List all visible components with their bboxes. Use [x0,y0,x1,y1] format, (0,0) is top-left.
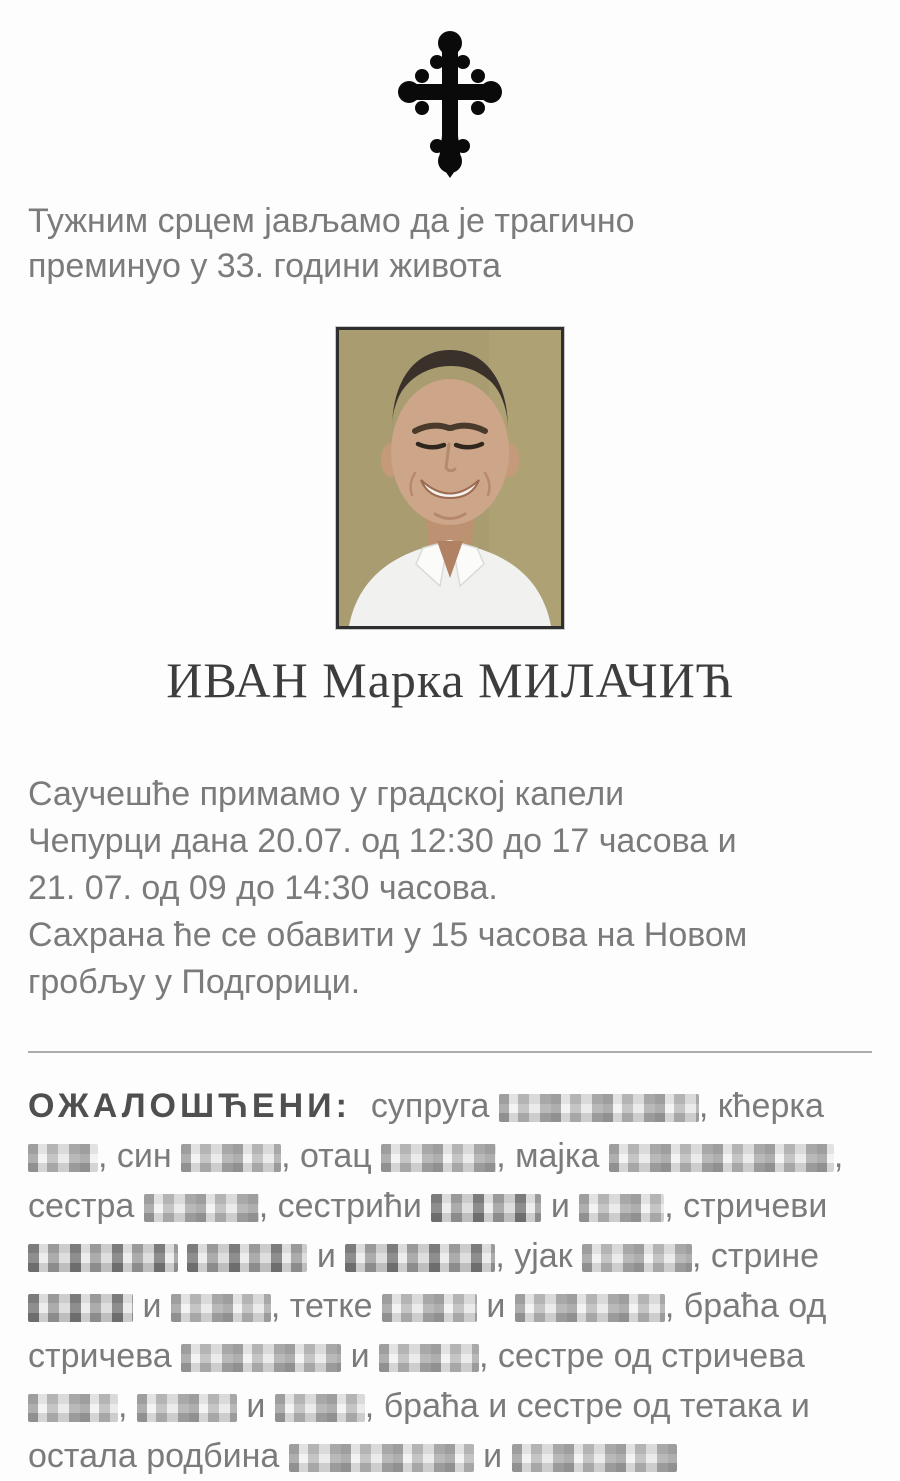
redacted-name [579,1194,664,1222]
mourners-text: , кћерка [698,1087,824,1125]
section-divider [28,1051,872,1053]
redacted-name [137,1394,237,1422]
redacted-name [379,1344,479,1372]
redacted-name [381,1144,496,1172]
mourners-line [28,1081,872,1131]
mourners-text: стричева [28,1337,182,1375]
deceased-portrait-icon [339,330,561,626]
mourners-text: и [236,1387,275,1425]
mourners-text: , [118,1387,137,1425]
intro-line-2: преминуо у 33. години живота [28,247,502,285]
orthodox-cross-icon [395,28,505,178]
intro-line-1: Тужним срцем јављамо да је трагично [28,202,635,240]
deceased-photo [336,327,564,629]
redacted-name [28,1394,118,1422]
mourners-line [28,1381,872,1431]
redacted-name [345,1244,495,1272]
mourners-text: , сестре од стричева [479,1337,805,1375]
mourners-line [28,1181,872,1231]
cross-section [0,0,900,183]
details-line: Сахрана ће се обавити у 15 часова на Новом [28,916,748,954]
mourners-text: и [476,1287,515,1325]
mourners-text: , стричеви [664,1187,828,1225]
details-line: Чепурци дана 20.07. од 12:30 до 17 часова и [28,822,737,860]
mourners-text: и [307,1237,346,1275]
mourners-text: , браћа и сестре од тетака и [364,1387,810,1425]
mourners-text: супруга [370,1087,499,1125]
redacted-name [187,1244,307,1272]
redacted-name [181,1144,281,1172]
redacted-name [499,1094,699,1122]
mourners-line [28,1231,872,1281]
mourners-text: , [833,1137,844,1175]
mourners-text: , мајка [496,1137,609,1175]
redacted-name [609,1144,834,1172]
details-line: гробљу у Подгорици. [28,963,361,1001]
details-line: Саучешће примамо у градској капели [28,775,625,813]
mourners-text: и [133,1287,171,1325]
details-line: 21. 07. од 09 до 14:30 часова. [28,869,498,907]
mourners-text: и [341,1337,380,1375]
mourners-section [28,1081,872,1481]
redacted-name [431,1194,541,1222]
mourners-text: остала родбина [28,1437,289,1475]
redacted-name [582,1244,692,1272]
mourners-text: , стрине [692,1237,820,1275]
mourners-text: , браћа од [664,1287,827,1325]
mourners-text: и [541,1187,580,1225]
redacted-name [28,1144,98,1172]
redacted-name [171,1294,271,1322]
redacted-name [382,1294,477,1322]
redacted-name [512,1444,677,1472]
mourners-heading: ОЖАЛОШЋЕНИ: [28,1087,351,1125]
mourners-line [28,1431,872,1481]
redacted-name [515,1294,665,1322]
mourners-text: сестра [28,1187,144,1225]
mourners-line [28,1331,872,1381]
mourners-text: , отац [281,1137,382,1175]
redacted-name [144,1194,259,1222]
redacted-name [275,1394,365,1422]
deceased-name: ИВАН Марка МИЛАЧИЋ [166,652,734,708]
mourners-text: , сестрићи [258,1187,432,1225]
funeral-details [28,771,872,1006]
intro-text [28,199,872,289]
mourners-text: , ујак [495,1237,583,1275]
redacted-name [28,1244,178,1272]
mourners-line [28,1281,872,1331]
mourners-text: , тетке [270,1287,382,1325]
redacted-name [181,1344,341,1372]
mourners-text: и [473,1437,512,1475]
redacted-name [289,1444,474,1472]
mourners-text: , син [98,1137,182,1175]
redacted-name [28,1294,133,1322]
mourners-line [28,1131,872,1181]
mourners-text [178,1237,187,1275]
